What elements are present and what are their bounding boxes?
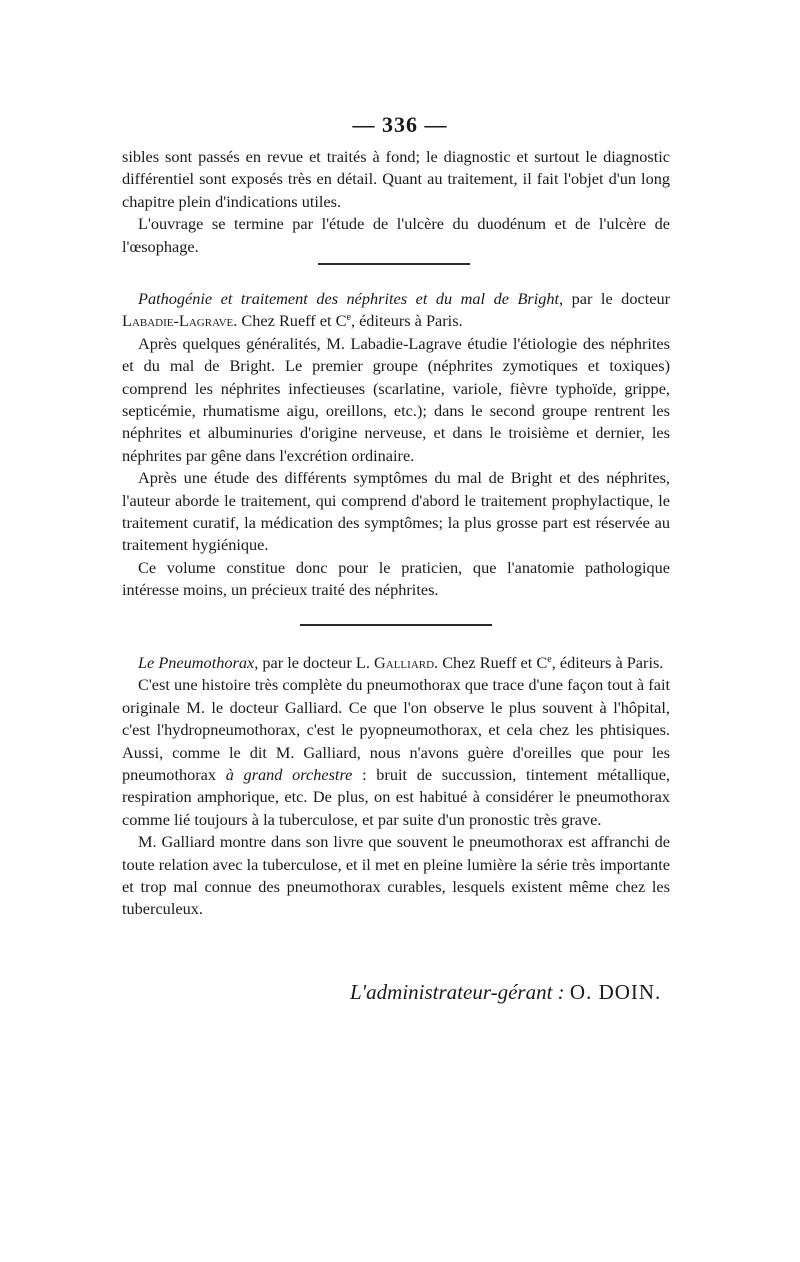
page-number: — 336 — bbox=[352, 112, 448, 137]
review-pneumothorax-paragraph-1 bbox=[122, 674, 670, 831]
paragraph-text: : bruit de succussion, tintement métallique, respiration amphorique, etc. De plus, on est habitué à considérer le pneumothorax comme lié toujours à la tuberculose, et par suite d'un pronostic très grave. bbox=[122, 765, 670, 829]
review-publisher-end: , éditeurs à Paris. bbox=[350, 311, 463, 331]
review-nephrites bbox=[122, 288, 670, 602]
review-author: Labadie-Lagrave bbox=[122, 311, 234, 331]
intro-paragraph-2: L'ouvrage se termine par l'étude de l'ulcère du duodénum et de l'ulcère de l'œsophage. bbox=[122, 214, 670, 256]
review-byline: par le docteur L. bbox=[258, 653, 375, 672]
signature-name: O. DOIN. bbox=[569, 980, 662, 1004]
review-nephrites-paragraph-2: Après une étude des différents symptômes du mal de Bright et des néphrites, l'auteur aborde le traitement, qui comprend d'abord le traitement prophylactique, le traitement curatif, la médication des symptômes; la plus grosse part est réservée au traitement hygiénique. bbox=[122, 468, 670, 555]
signature-role: L'administrateur-gérant : bbox=[350, 980, 565, 1004]
review-publisher: . Chez Rueff et C bbox=[434, 653, 548, 672]
review-title: Pathogénie et traitement des néphrites et du mal de Bright, bbox=[138, 289, 564, 308]
review-author: Galliard bbox=[374, 653, 435, 672]
review-pneumothorax-heading bbox=[122, 652, 670, 674]
intro-section bbox=[122, 146, 670, 258]
section-divider bbox=[318, 263, 470, 265]
review-publisher-end: , éditeurs à Paris. bbox=[551, 653, 664, 672]
review-pneumothorax-paragraph-2: M. Galliard montre dans son livre que souvent le pneumothorax est affranchi de toute relation avec la tuberculose, et il met en pleine lumière la série très importante et trop mal connue des pneumothorax curables, lesquels existent même chez les tuberculeux. bbox=[122, 832, 670, 919]
signature bbox=[350, 978, 680, 1006]
review-nephrites-paragraph-1: Après quelques généralités, M. Labadie-Lagrave étudie l'étiologie des néphrites et du mal de Bright. Le premier groupe (néphrites zymotiques et toxiques) comprend les néphrites infectieuses (scarlatine, variole, fièvre typhoïde, grippe, septicémie, rhumatisme aigu, oreillons, etc.); dans le second groupe rentrent les néphrites et albuminuries d'origine nerveuse, et dans le troisième et dernier, les néphrites par gêne dans l'excrétion ordinaire. bbox=[122, 333, 670, 465]
paragraph-italic-text: à grand orchestre bbox=[225, 765, 353, 785]
review-pneumothorax bbox=[122, 652, 670, 921]
review-publisher-sup: e bbox=[346, 312, 351, 324]
intro-paragraph-1: sibles sont passés en revue et traités à fond; le diagnostic et surtout le diagnostic différentiel sont exposés très en détail. Quant au traitement, il fait l'objet d'un long chapitre plein d'indications utiles. bbox=[122, 147, 670, 211]
review-byline: par le docteur bbox=[563, 289, 671, 308]
review-publisher-sup: e bbox=[547, 654, 552, 665]
review-nephrites-heading bbox=[122, 288, 670, 333]
review-publisher: . Chez Rueff et C bbox=[233, 311, 347, 331]
paragraph-text: C'est une histoire très complète du pneumothorax que trace d'une façon tout à fait originale M. le docteur Galliard. Ce que l'on observe le plus souvent à l'hôpital, c'est l'hydropneumothorax, c'est le pyopneumothorax, et cela chez les phtisiques. Aussi, comme le dit M. Galliard, nous n'avons guère d'oreilles que pour les pneumothorax bbox=[122, 675, 670, 785]
section-divider bbox=[300, 624, 492, 626]
review-nephrites-paragraph-3: Ce volume constitue donc pour le praticien, que l'anatomie pathologique intéresse moins, un précieux traité des néphrites. bbox=[122, 557, 670, 600]
review-title: Le Pneumothorax, bbox=[138, 653, 259, 672]
